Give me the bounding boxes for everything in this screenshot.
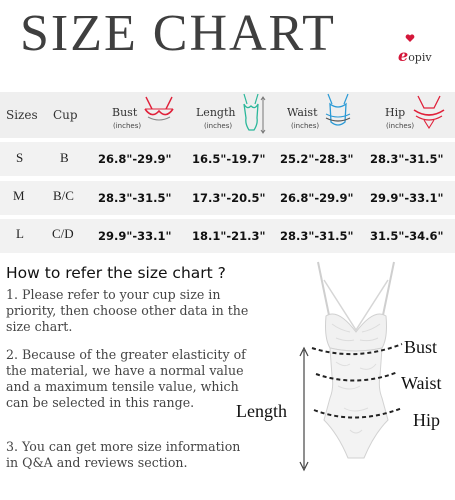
bust-icon <box>142 95 176 127</box>
header-bust: Bust <box>112 106 138 119</box>
guide-title: How to refer the size chart ? <box>6 264 226 282</box>
header-waist: Waist <box>287 106 318 119</box>
header-bust-unit: (inches) <box>113 122 142 130</box>
row-bust: 28.3"-31.5" <box>98 191 172 205</box>
brand-logo <box>398 46 432 65</box>
header-hip-unit: (inches) <box>386 122 415 130</box>
header-cup: Cup <box>53 108 78 122</box>
brand-name: opiv <box>408 51 432 64</box>
row-bust: 26.8"-29.9" <box>98 152 172 166</box>
page-title: SIZE CHART <box>20 5 336 62</box>
row-size: M <box>13 188 25 203</box>
row-waist: 28.3"-31.5" <box>280 229 354 243</box>
guide-paragraph-3: 3. You can get more size information in Q&A and reviews section. <box>6 439 241 470</box>
brand-initial: e <box>398 46 409 65</box>
row-cup: C/D <box>52 226 74 241</box>
figure-label-bust: Bust <box>404 337 438 357</box>
row-length: 17.3"-20.5" <box>192 191 266 205</box>
guide-paragraph-1: 1. Please refer to your cup size in priority, then choose other data in the size chart. <box>6 287 249 334</box>
row-length: 18.1"-21.3" <box>192 229 266 243</box>
figure-label-hip: Hip <box>413 410 440 430</box>
header-hip: Hip <box>385 106 406 119</box>
bodysuit-icon <box>238 92 266 136</box>
row-length: 16.5"-19.7" <box>192 152 266 166</box>
row-hip: 28.3"-31.5" <box>370 152 444 166</box>
row-size: S <box>16 150 24 165</box>
row-hip: 31.5"-34.6" <box>370 229 444 243</box>
row-bust: 29.9"-33.1" <box>98 229 172 243</box>
header-waist-unit: (inches) <box>291 122 320 130</box>
header-length-unit: (inches) <box>204 122 233 130</box>
heart-icon <box>405 34 415 42</box>
row-cup: B/C <box>53 188 74 203</box>
header-length: Length <box>196 106 236 119</box>
row-hip: 29.9"-33.1" <box>370 191 444 205</box>
figure-label-waist: Waist <box>401 373 442 393</box>
row-size: L <box>16 226 24 241</box>
figure-label-length: Length <box>236 401 287 421</box>
guide-paragraph-2: 2. Because of the greater elasticity of the material, we have a normal value and a maximum tensile value, which can be selected in this range. <box>6 347 246 410</box>
row-cup: B <box>60 150 69 165</box>
row-waist: 26.8"-29.9" <box>280 191 354 205</box>
row-waist: 25.2"-28.3" <box>280 152 354 166</box>
header-sizes: Sizes <box>6 108 38 122</box>
waist-icon <box>322 92 354 136</box>
hip-icon <box>410 94 448 134</box>
